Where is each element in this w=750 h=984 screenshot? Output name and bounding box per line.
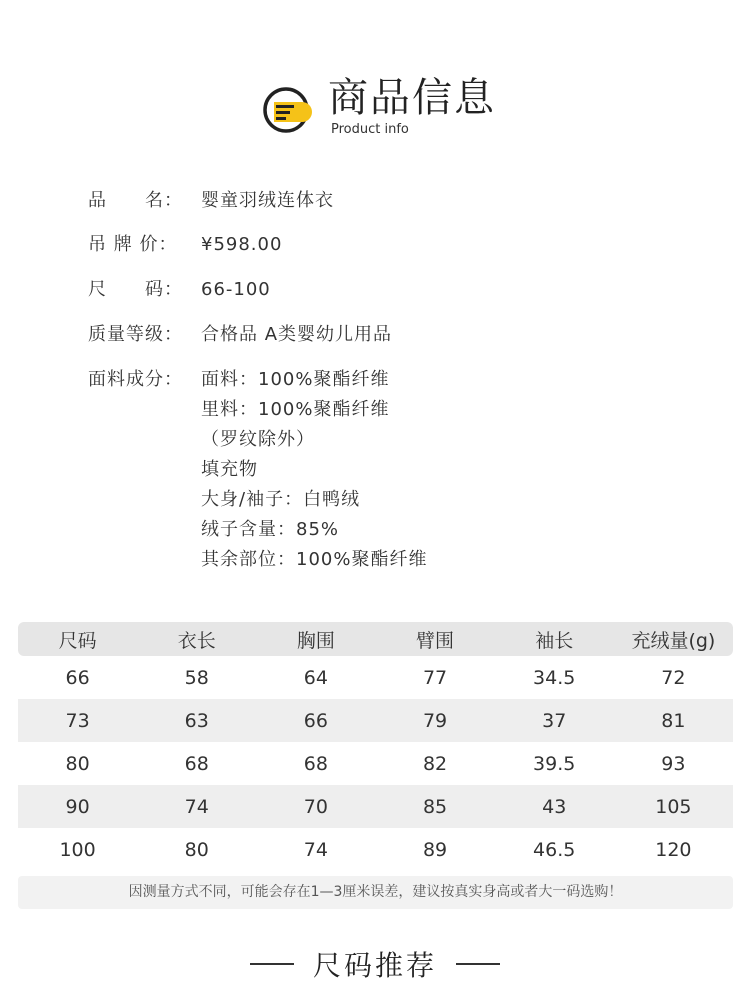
fabric-line: 绒子含量：85% [201,519,340,540]
fabric-line: （罗纹除外） [201,429,315,450]
fabric-line: 填充物 [201,459,258,480]
table-cell: 80 [65,752,90,775]
table-cell: 100 [59,838,96,861]
table-row [18,699,733,742]
divider [250,963,294,965]
name-label: 品 名： [88,190,183,211]
table-cell: 68 [303,752,328,775]
column-header: 胸围 [296,629,335,652]
fabric-line: 其余部位：100%聚酯纤维 [201,549,428,570]
table-row [18,656,733,699]
table-cell: 81 [614,699,733,742]
price-label: 吊 牌 价： [88,234,178,255]
divider [456,963,500,965]
size-label: 尺 码： [88,279,183,300]
table-cell: 66 [256,699,375,742]
fabric-label: 面料成分： [88,369,183,390]
section-title: 尺码推荐 [312,949,437,982]
column-header: 充绒量(g) [631,629,716,652]
column-header: 衣长 [177,629,216,652]
table-row [18,828,733,871]
fabric-line: 大身/袖子：白鸭绒 [201,489,361,510]
column-header: 臂围 [416,629,455,652]
grade-label: 质量等级： [88,324,183,345]
page-title: 商品信息 [328,75,496,121]
table-cell: 66 [65,666,90,689]
table-cell: 82 [422,752,448,775]
table-cell: 105 [614,785,733,828]
table-cell: 70 [256,785,375,828]
table-cell: 68 [184,752,209,775]
table-cell: 93 [661,752,686,775]
fabric-composition [201,365,427,575]
size-chart-table [18,622,733,871]
table-cell: 37 [495,699,614,742]
measurement-note: 因测量方式不同，可能会存在1—3厘米误差，建议按真实身高或者大一码选购！ [18,876,733,909]
table-cell: 58 [184,666,209,689]
table-cell: 73 [18,699,137,742]
table-cell: 89 [422,838,448,861]
table-row [18,742,733,785]
name-value: 婴童羽绒连体衣 [201,190,334,211]
table-cell: 79 [375,699,494,742]
table-cell: 120 [655,838,692,861]
table-header-row [18,622,733,656]
column-header: 袖长 [535,629,574,652]
fabric-line: 面料：100%聚酯纤维 [201,369,390,390]
table-cell: 72 [661,666,686,689]
price-value: ¥598.00 [201,234,283,255]
size-recommendation-heading [0,944,750,984]
table-cell: 74 [303,838,328,861]
grade-value: 合格品 A类婴幼儿用品 [201,324,393,345]
product-info-header [262,70,522,150]
table-cell: 90 [18,785,137,828]
table-cell: 39.5 [533,752,576,775]
table-cell: 85 [375,785,494,828]
list-bubble-icon [262,86,314,134]
table-cell: 74 [137,785,256,828]
table-cell: 43 [495,785,614,828]
fabric-line: 里料：100%聚酯纤维 [201,399,390,420]
table-cell: 77 [422,666,448,689]
table-cell: 80 [184,838,209,861]
table-cell: 34.5 [533,666,576,689]
table-cell: 63 [137,699,256,742]
table-cell: 46.5 [533,838,576,861]
column-header: 尺码 [58,629,97,652]
table-cell: 64 [303,666,328,689]
table-row [18,785,733,828]
page-subtitle: Product info [331,122,409,137]
size-value: 66-100 [201,279,271,300]
